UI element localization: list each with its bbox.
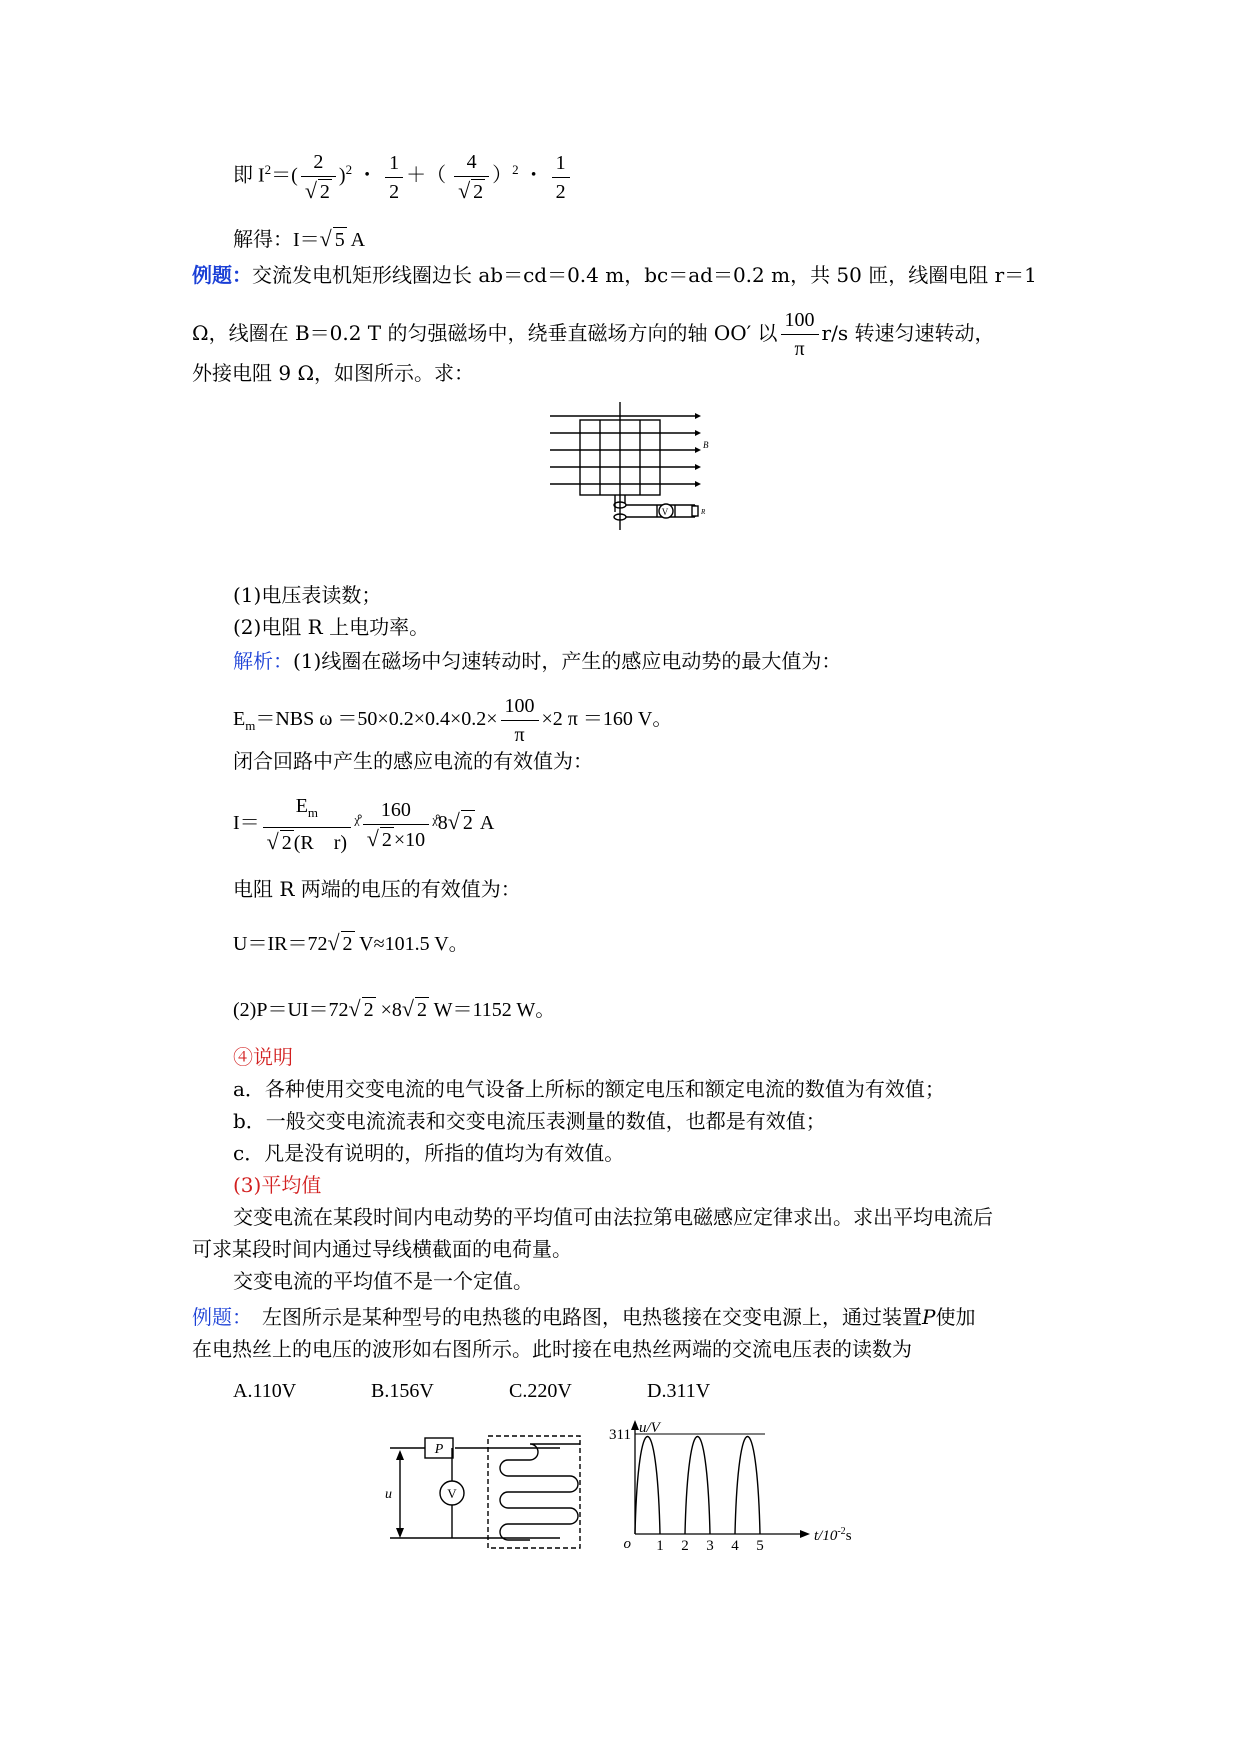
tick-label-4: 4 xyxy=(731,1538,739,1554)
example2-line1: 例题： 左图所示是某种型号的电热毯的电路图，电热毯接在交变电源上，通过装置P使加 xyxy=(192,1305,976,1329)
voltage-waveform-graph xyxy=(590,1418,865,1558)
example1-line2: Ω，线圈在 B＝0.2 T 的匀强磁场中，绕垂直磁场方向的轴 OO′ 以 $\frac{100}{\pi}$ r/s 转速匀速转动， xyxy=(192,306,1062,363)
tick-label-3: 3 xyxy=(706,1538,714,1554)
solution-current: 解得：I＝√ 5 A xyxy=(233,226,366,251)
voltage-axis-label: u/V xyxy=(639,1420,660,1436)
wave-pulse-3 xyxy=(735,1437,760,1535)
note-b: b．一般交变电流流表和交变电流压表测量的数值，也都是有效值； xyxy=(233,1109,826,1133)
heating-wire-coil xyxy=(500,1444,580,1540)
equation-current-squared: 即 $I^2=$( $\frac{2}{√ 2}$ )$^2$ ・ $\frac{1}{2}$ ＋（ $\frac{4}{√ 2}$ ）$^2$ ・ $\frac{1}{2}$ xyxy=(233,148,1103,206)
option-c[interactable]: C.220V xyxy=(509,1380,572,1402)
generator-coil-figure xyxy=(545,400,715,535)
resistor-symbol xyxy=(692,506,698,516)
peak-value-label: 311 xyxy=(609,1427,631,1443)
solution-line2: 闭合回路中产生的感应电流的有效值为： xyxy=(233,749,593,773)
voltmeter-label: V xyxy=(447,1486,457,1501)
note-title: ④说明 xyxy=(233,1045,293,1069)
device-p-label: P xyxy=(434,1442,444,1457)
voltmeter-label: V xyxy=(661,507,669,517)
average-para1b: 可求某段时间内通过导线横截面的电荷量。 xyxy=(192,1237,572,1261)
question-2: (2)电阻 R 上电功率。 xyxy=(233,615,430,639)
average-para1a: 交变电流在某段时间内电动势的平均值可由法拉第电磁感应定律求出。求出平均电流后 xyxy=(233,1205,993,1229)
option-a[interactable]: A.110V xyxy=(233,1380,297,1402)
solution-line1: 解析：(1)线圈在磁场中匀速转动时，产生的感应电动势的最大值为： xyxy=(233,649,842,673)
half-wave-pulses xyxy=(635,1437,760,1535)
emf-max-equation: $E_m=NBS$ ω ＝50×0.2×0.4×0.2× $\frac{100}{\pi}$ ×2 π ＝160 V。 xyxy=(233,692,1103,749)
voltage-equation: U＝IR＝72√ 2 V≈101.5 V。 xyxy=(233,930,469,955)
solution-line3: 电阻 R 两端的电压的有效值为： xyxy=(233,877,521,901)
answer-options xyxy=(233,1376,1103,1406)
example1-line1: 例题：交流发电机矩形线圈边长 ab＝cd＝0.4 m，bc＝ad＝0.2 m，共 50 匝，线圈电阻 r＝1 xyxy=(192,263,1037,287)
power-equation: (2)P＝UI＝72√ 2 ×8√ 2 W＝1152 W。 xyxy=(233,996,556,1021)
wave-pulse-1 xyxy=(635,1437,660,1535)
tick-label-5: 5 xyxy=(756,1538,764,1554)
example2-line2: 在电热丝上的电压的波形如右图所示。此时接在电热丝两端的交流电压表的读数为 xyxy=(192,1337,912,1361)
wave-pulse-2 xyxy=(685,1437,710,1535)
electric-blanket-circuit xyxy=(380,1430,600,1550)
average-para2: 交变电流的平均值不是一个定值。 xyxy=(233,1269,533,1293)
average-title: (3)平均值 xyxy=(233,1173,322,1197)
option-b[interactable]: B.156V xyxy=(371,1380,434,1402)
current-rms-equation: I＝ $\frac{E_m}{\text{√ 2 (R r)}}$ ᵡ̊ $\frac{160}{√ 2 \times 10}$ ᵡ̊8√ 2 A xyxy=(233,792,1103,857)
resistor-label: R xyxy=(701,508,706,516)
question-1: (1)电压表读数； xyxy=(233,583,382,607)
time-axis-label: $t/10^{-2}s$ xyxy=(814,1526,852,1544)
example1-line3: 外接电阻 9 Ω，如图所示。求： xyxy=(192,361,475,385)
note-c: c．凡是没有说明的，所指的值均为有效值。 xyxy=(233,1141,625,1165)
option-d[interactable]: D.311V xyxy=(647,1380,711,1402)
field-label: B xyxy=(703,440,709,450)
tick-label-1: 1 xyxy=(656,1538,664,1554)
tick-label-2: 2 xyxy=(681,1538,689,1554)
voltage-symbol: u xyxy=(385,1487,392,1502)
note-a: a．各种使用交变电流的电气设备上所标的额定电压和额定电流的数值为有效值； xyxy=(233,1077,945,1101)
origin-label: o xyxy=(623,1536,631,1552)
